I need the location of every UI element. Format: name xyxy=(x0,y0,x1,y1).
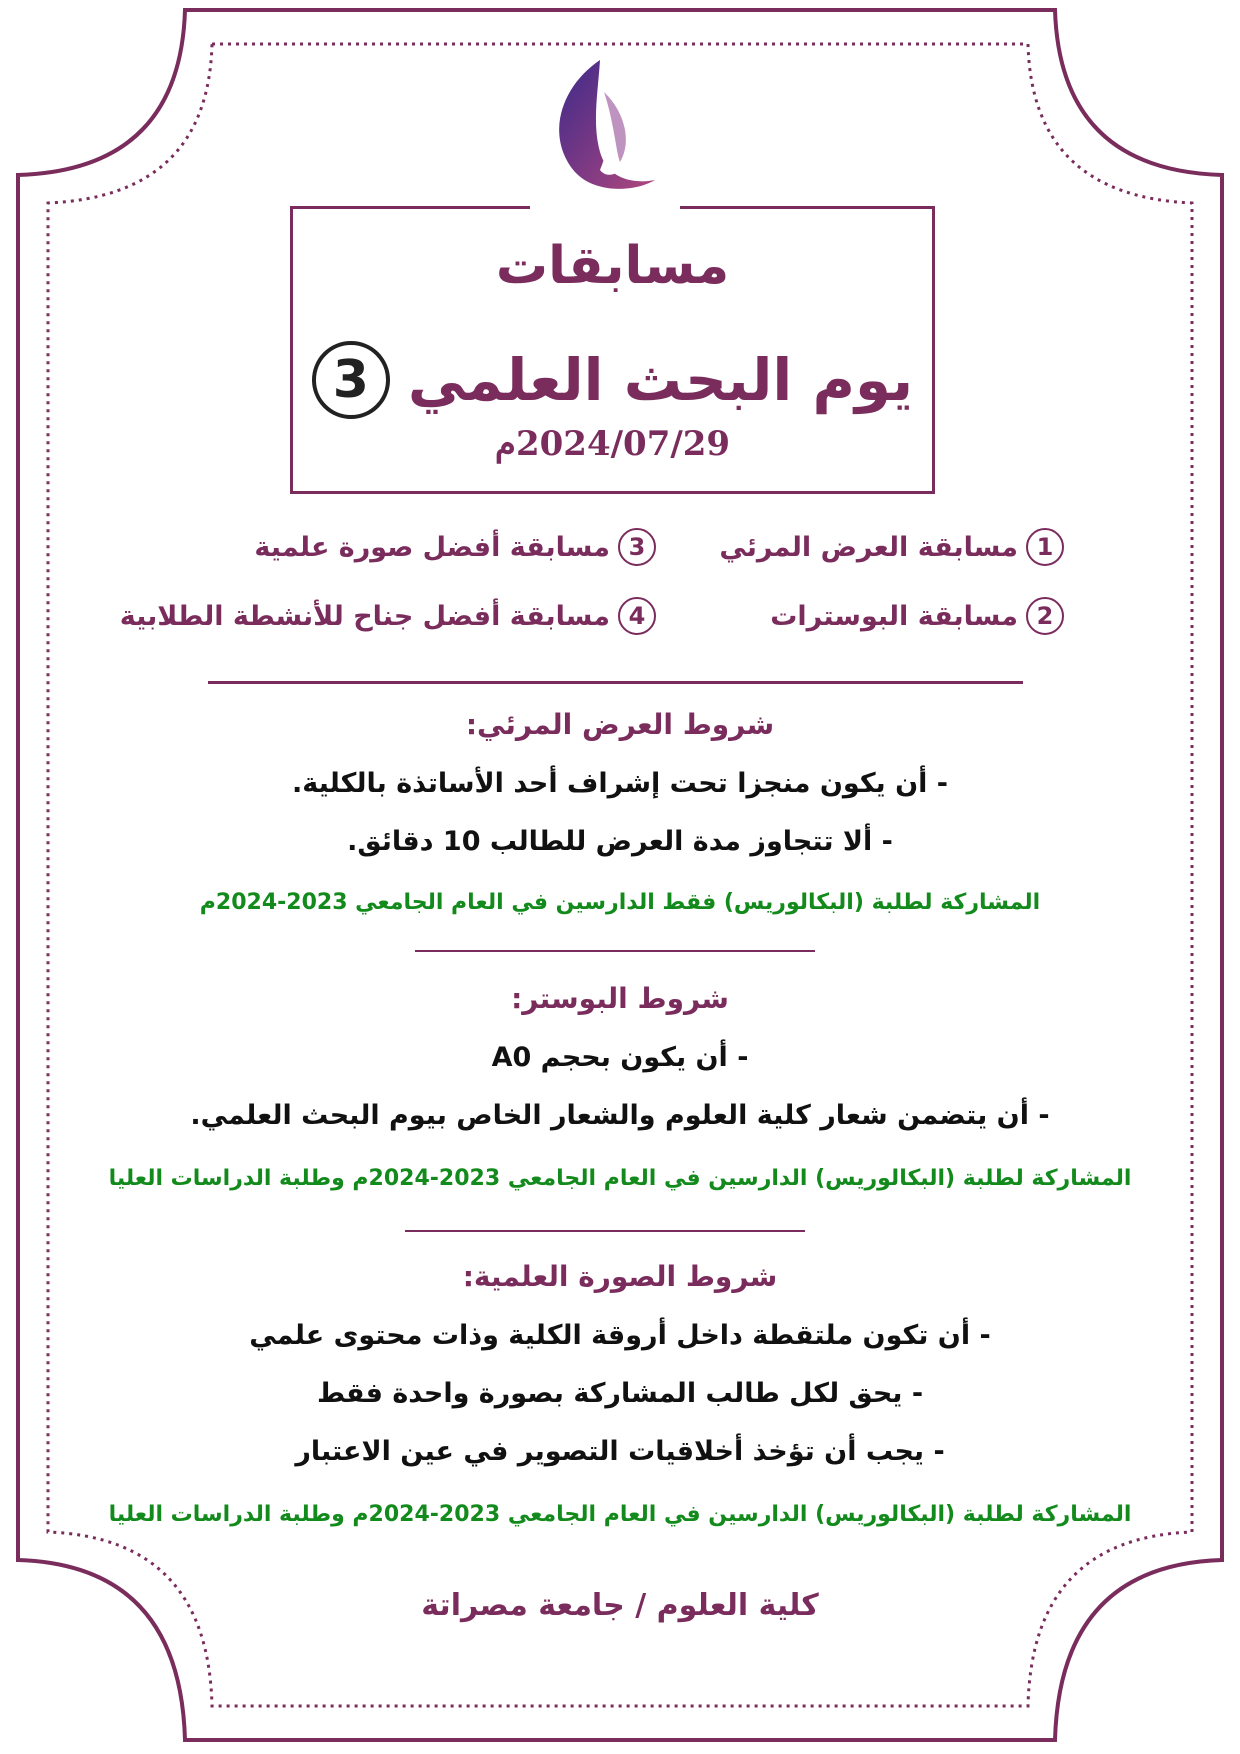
competition-label: مسابقة أفضل جناح للأنشطة الطلابية xyxy=(119,600,610,632)
competition-number: 3 xyxy=(618,528,656,566)
competition-label: مسابقة العرض المرئي xyxy=(719,531,1018,563)
condition-item: - يحق لكل طالب المشاركة بصورة واحدة فقط xyxy=(316,1378,924,1409)
competition-number: 1 xyxy=(1026,528,1064,566)
condition-item: - ألا تتجاوز مدة العرض للطالب 10 دقائق. xyxy=(347,826,893,857)
section-title: شروط العرض المرئي: xyxy=(465,708,775,741)
eligibility-note: المشاركة لطلبة (البكالوريس) فقط الدارسين في العام الجامعي 2023-2024م xyxy=(199,890,1041,915)
divider xyxy=(208,681,1023,684)
page-title: مسابقات xyxy=(495,236,730,296)
leaf-logo-icon xyxy=(540,52,670,202)
title-box-gap xyxy=(530,200,680,212)
section-title: شروط الصورة العلمية: xyxy=(462,1260,778,1293)
condition-item: - يجب أن تؤخذ أخلاقيات التصوير في عين الاعتبار xyxy=(295,1436,945,1467)
edition-badge: 3 xyxy=(312,341,390,419)
condition-item: - أن يتضمن شعار كلية العلوم والشعار الخاص بيوم البحث العلمي. xyxy=(190,1100,1050,1131)
competition-label: مسابقة البوسترات xyxy=(770,600,1018,632)
footer-institution: كلية العلوم / جامعة مصراتة xyxy=(421,1588,819,1623)
competition-label: مسابقة أفضل صورة علمية xyxy=(254,531,610,563)
condition-item: - أن تكون ملتقطة داخل أروقة الكلية وذات محتوى علمي xyxy=(249,1320,991,1351)
event-date: 2024/07/29م xyxy=(494,424,731,464)
competition-number: 2 xyxy=(1026,597,1064,635)
eligibility-note: المشاركة لطلبة (البكالوريس) الدارسين في العام الجامعي 2023-2024م وطلبة الدراسات العليا xyxy=(108,1166,1132,1191)
condition-item: - أن يكون بحجم A0 xyxy=(491,1042,749,1073)
title-row xyxy=(290,330,935,430)
competition-item xyxy=(719,528,1064,566)
competition-item xyxy=(770,597,1064,635)
eligibility-note: المشاركة لطلبة (البكالوريس) الدارسين في العام الجامعي 2023-2024م وطلبة الدراسات العليا xyxy=(108,1502,1132,1527)
condition-item: - أن يكون منجزا تحت إشراف أحد الأساتذة بالكلية. xyxy=(292,768,948,799)
divider xyxy=(405,1230,805,1232)
competition-number: 4 xyxy=(618,597,656,635)
section-title: شروط البوستر: xyxy=(511,982,729,1015)
page-subtitle: يوم البحث العلمي xyxy=(407,346,914,414)
competition-item xyxy=(120,597,656,635)
competition-item xyxy=(254,528,656,566)
divider xyxy=(415,950,815,952)
